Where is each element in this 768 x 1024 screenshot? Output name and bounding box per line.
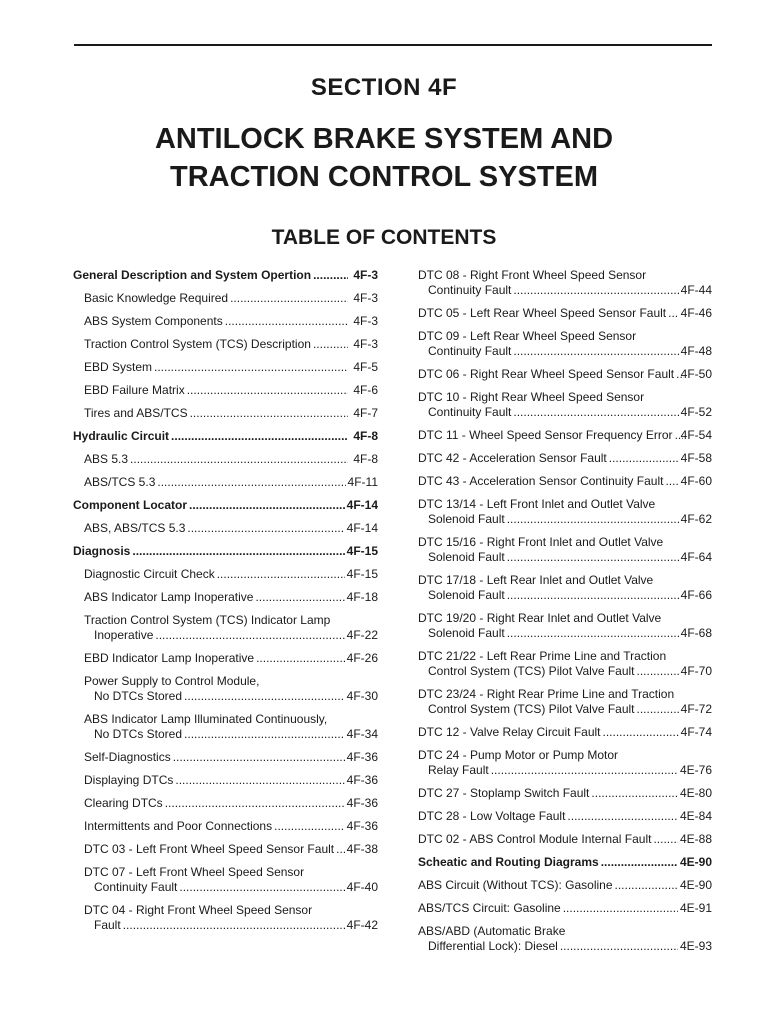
toc-entry-page: 4F-15 bbox=[346, 544, 378, 558]
toc-entry[interactable] bbox=[418, 329, 712, 359]
toc-entry[interactable] bbox=[418, 832, 712, 847]
toc-entry-title-cont: Solenoid Fault bbox=[428, 588, 505, 602]
toc-entry[interactable] bbox=[73, 544, 378, 559]
toc-entry[interactable] bbox=[418, 725, 712, 740]
toc-entry-title: Intermittents and Poor Connections bbox=[84, 819, 273, 833]
toc-entry-title: DTC 04 - Right Front Wheel Speed Sensor bbox=[84, 903, 313, 917]
toc-entry-title: Component Locator bbox=[73, 498, 187, 512]
toc-entry-title: ABS, ABS/TCS 5.3 bbox=[84, 521, 186, 535]
toc-entry-page: 4F-7 bbox=[353, 406, 378, 420]
toc-entry[interactable] bbox=[418, 390, 712, 420]
toc-entry[interactable] bbox=[418, 901, 712, 916]
toc-entry[interactable] bbox=[73, 383, 378, 398]
toc-entry-page: 4F-46 bbox=[680, 306, 712, 320]
toc-entry[interactable] bbox=[73, 712, 378, 742]
toc-entry[interactable] bbox=[418, 649, 712, 679]
toc-entry[interactable] bbox=[418, 474, 712, 489]
toc-entry-page: 4F-48 bbox=[680, 344, 712, 358]
toc-entry-page: 4F-70 bbox=[680, 664, 712, 678]
toc-entry-page: 4F-8 bbox=[353, 452, 378, 466]
toc-entry[interactable] bbox=[418, 611, 712, 641]
toc-entry[interactable] bbox=[418, 573, 712, 603]
toc-entry[interactable] bbox=[73, 613, 378, 643]
toc-entry-title: DTC 15/16 - Right Front Inlet and Outlet Valve bbox=[418, 535, 664, 549]
toc-entry[interactable] bbox=[418, 268, 712, 298]
toc-entry[interactable] bbox=[73, 651, 378, 666]
toc-entry[interactable] bbox=[418, 748, 712, 778]
toc-entry-title: ABS 5.3 bbox=[84, 452, 129, 466]
toc-entry[interactable] bbox=[73, 268, 378, 283]
toc-entry-title: DTC 28 - Low Voltage Fault bbox=[418, 809, 566, 823]
toc-entry-title: DTC 07 - Left Front Wheel Speed Sensor bbox=[84, 865, 305, 879]
toc-entry-title: DTC 03 - Left Front Wheel Speed Sensor Fault bbox=[84, 842, 335, 856]
toc-entry-page: 4E-93 bbox=[679, 939, 712, 953]
toc-entry[interactable] bbox=[73, 291, 378, 306]
toc-entry[interactable] bbox=[73, 590, 378, 605]
toc-entry-title-cont: Continuity Fault bbox=[428, 405, 512, 419]
toc-entry-page: 4E-84 bbox=[679, 809, 712, 823]
toc-entry-page: 4E-91 bbox=[679, 901, 712, 915]
toc-entry[interactable] bbox=[73, 429, 378, 444]
toc-entry-title: Scheatic and Routing Diagrams bbox=[418, 855, 599, 869]
toc-entry[interactable] bbox=[73, 475, 378, 490]
toc-entry-page: 4F-5 bbox=[353, 360, 378, 374]
toc-entry-title: ABS Circuit (Without TCS): Gasoline bbox=[418, 878, 613, 892]
toc-entry-title: Diagnosis bbox=[73, 544, 131, 558]
toc-entry-page: 4F-52 bbox=[680, 405, 712, 419]
toc-entry-title-cont: Continuity Fault bbox=[428, 344, 512, 358]
section-number: SECTION 4F bbox=[310, 74, 458, 101]
toc-entry[interactable] bbox=[73, 337, 378, 352]
toc-entry-page: 4F-44 bbox=[680, 283, 712, 297]
toc-entry-title: DTC 02 - ABS Control Module Internal Fault bbox=[418, 832, 652, 846]
title-line-2: TRACTION CONTROL SYSTEM bbox=[169, 161, 599, 193]
toc-entry[interactable] bbox=[418, 786, 712, 801]
toc-entry-title: Hydraulic Circuit bbox=[73, 429, 170, 443]
toc-entry-page: 4F-22 bbox=[346, 628, 378, 642]
toc-entry-page: 4F-62 bbox=[680, 512, 712, 526]
toc-entry-page: 4F-8 bbox=[353, 429, 378, 443]
toc-entry-page: 4F-54 bbox=[680, 428, 712, 442]
toc-entry[interactable] bbox=[418, 855, 712, 870]
toc-entry-title: General Description and System Opertion bbox=[73, 268, 312, 282]
toc-entry-page: 4F-6 bbox=[353, 383, 378, 397]
toc-entry-page: 4E-90 bbox=[679, 855, 712, 869]
toc-entry-page: 4F-66 bbox=[680, 588, 712, 602]
toc-entry-page: 4F-3 bbox=[353, 314, 378, 328]
toc-entry-page: 4E-80 bbox=[679, 786, 712, 800]
toc-entry-title: EBD Indicator Lamp Inoperative bbox=[84, 651, 255, 665]
toc-entry-title: Power Supply to Control Module, bbox=[84, 674, 260, 688]
toc-entry-title-cont: No DTCs Stored bbox=[94, 689, 183, 703]
toc-entry-page: 4F-68 bbox=[680, 626, 712, 640]
toc-entry-title: ABS/TCS Circuit: Gasoline bbox=[418, 901, 561, 915]
toc-entry-title-cont: Continuity Fault bbox=[94, 880, 178, 894]
toc-entry-page: 4F-34 bbox=[346, 727, 378, 741]
page-title bbox=[0, 120, 768, 196]
toc-entry-title: DTC 09 - Left Rear Wheel Speed Sensor bbox=[418, 329, 637, 343]
toc-entry-page: 4F-50 bbox=[680, 367, 712, 381]
toc-entry-title: DTC 19/20 - Right Rear Inlet and Outlet Valve bbox=[418, 611, 662, 625]
toc-entry-page: 4F-3 bbox=[353, 268, 378, 282]
toc-entry-page: 4F-36 bbox=[346, 796, 378, 810]
toc-entry-title: DTC 05 - Left Rear Wheel Speed Sensor Fault bbox=[418, 306, 667, 320]
toc-entry-title: DTC 43 - Acceleration Sensor Continuity Fault bbox=[418, 474, 664, 488]
toc-entry[interactable] bbox=[73, 819, 378, 834]
toc-entry-page: 4F-36 bbox=[346, 773, 378, 787]
toc-entry-title: EBD System bbox=[84, 360, 153, 374]
toc-entry-title-cont: Solenoid Fault bbox=[428, 512, 505, 526]
toc-entry[interactable] bbox=[418, 924, 712, 954]
toc-entry-title: Self-Diagnostics bbox=[84, 750, 171, 764]
toc-entry[interactable] bbox=[73, 452, 378, 467]
toc-entry-title: DTC 42 - Acceleration Sensor Fault bbox=[418, 451, 607, 465]
toc-entry[interactable] bbox=[73, 567, 378, 582]
toc-entry[interactable] bbox=[418, 451, 712, 466]
toc-entry[interactable] bbox=[73, 360, 378, 375]
toc-entry-title: DTC 21/22 - Left Rear Prime Line and Traction bbox=[418, 649, 667, 663]
toc-entry-title-cont: Inoperative bbox=[94, 628, 154, 642]
toc-entry[interactable] bbox=[73, 498, 378, 513]
toc-entry-title: DTC 27 - Stoplamp Switch Fault bbox=[418, 786, 590, 800]
toc-entry[interactable] bbox=[73, 865, 378, 895]
toc-entry-page: 4F-3 bbox=[353, 291, 378, 305]
toc-entry-title: Basic Knowledge Required bbox=[84, 291, 229, 305]
toc-entry-title: DTC 24 - Pump Motor or Pump Motor bbox=[418, 748, 619, 762]
toc-entry-title: EBD Failure Matrix bbox=[84, 383, 185, 397]
toc-entry-title: DTC 08 - Right Front Wheel Speed Sensor bbox=[418, 268, 647, 282]
toc-entry-title: DTC 23/24 - Right Rear Prime Line and Traction bbox=[418, 687, 675, 701]
toc-entry[interactable] bbox=[418, 428, 712, 443]
toc-entry-title: ABS/TCS 5.3 bbox=[84, 475, 156, 489]
toc-entry-page: 4F-14 bbox=[346, 498, 378, 512]
toc-entry-page: 4E-76 bbox=[679, 763, 712, 777]
toc-entry[interactable] bbox=[418, 535, 712, 565]
toc-entry[interactable] bbox=[73, 314, 378, 329]
toc-entry-title: Clearing DTCs bbox=[84, 796, 163, 810]
toc-entry-title: Traction Control System (TCS) Indicator Lamp bbox=[84, 613, 331, 627]
toc-entry[interactable] bbox=[418, 306, 712, 321]
toc-entry-page: 4F-40 bbox=[346, 880, 378, 894]
toc-entry[interactable] bbox=[73, 521, 378, 536]
toc-column-left bbox=[73, 268, 378, 941]
toc-column-right bbox=[418, 268, 712, 962]
toc-entry-page: 4F-38 bbox=[346, 842, 378, 856]
toc-entry[interactable] bbox=[73, 750, 378, 765]
toc-entry-title: Tires and ABS/TCS bbox=[84, 406, 188, 420]
toc-entry[interactable] bbox=[418, 809, 712, 824]
toc-entry[interactable] bbox=[418, 497, 712, 527]
toc-entry-title: DTC 06 - Right Rear Wheel Speed Sensor Fault bbox=[418, 367, 675, 381]
toc-entry-page: 4F-72 bbox=[680, 702, 712, 716]
toc-entry-page: 4F-42 bbox=[346, 918, 378, 932]
toc-entry[interactable] bbox=[73, 903, 378, 933]
toc-entry-title: Traction Control System (TCS) Description bbox=[84, 337, 311, 351]
toc-entry-page: 4F-15 bbox=[346, 567, 378, 581]
toc-entry-title-cont: Continuity Fault bbox=[428, 283, 512, 297]
toc-entry-page: 4E-90 bbox=[679, 878, 712, 892]
toc-entry-title-cont: No DTCs Stored bbox=[94, 727, 183, 741]
toc-entry-page: 4F-64 bbox=[680, 550, 712, 564]
toc-entry-title: Displaying DTCs bbox=[84, 773, 174, 787]
toc-entry-page: 4E-88 bbox=[679, 832, 712, 846]
toc-entry[interactable] bbox=[73, 406, 378, 421]
toc-entry-title: ABS Indicator Lamp Inoperative bbox=[84, 590, 254, 604]
toc-entry-page: 4F-18 bbox=[346, 590, 378, 604]
toc-entry-title-cont: Differential Lock): Diesel bbox=[428, 939, 558, 953]
toc-entry[interactable] bbox=[418, 367, 712, 382]
toc-entry[interactable] bbox=[418, 687, 712, 717]
toc-entry-page: 4F-26 bbox=[346, 651, 378, 665]
toc-entry-title: DTC 17/18 - Left Rear Inlet and Outlet Valve bbox=[418, 573, 654, 587]
toc-entry-title: DTC 12 - Valve Relay Circuit Fault bbox=[418, 725, 601, 739]
toc-entry-page: 4F-11 bbox=[347, 475, 378, 489]
toc-entry-title-cont: Control System (TCS) Pilot Valve Fault bbox=[428, 664, 635, 678]
toc-entry-title: DTC 11 - Wheel Speed Sensor Frequency Error bbox=[418, 428, 673, 442]
toc-entry-title: ABS/ABD (Automatic Brake bbox=[418, 924, 566, 938]
toc-entry-title-cont: Control System (TCS) Pilot Valve Fault bbox=[428, 702, 635, 716]
toc-entry-title-cont: Solenoid Fault bbox=[428, 550, 505, 564]
toc-entry-title-cont: Fault bbox=[94, 918, 121, 932]
toc-entry-title-cont: Relay Fault bbox=[428, 763, 489, 777]
toc-heading: TABLE OF CONTENTS bbox=[271, 226, 497, 249]
toc-entry-title: DTC 13/14 - Left Front Inlet and Outlet Valve bbox=[418, 497, 656, 511]
toc-entry-page: 4F-60 bbox=[680, 474, 712, 488]
toc-entry-page: 4F-36 bbox=[346, 819, 378, 833]
toc-entry-title: Diagnostic Circuit Check bbox=[84, 567, 215, 581]
toc-entry[interactable] bbox=[418, 878, 712, 893]
toc-entry-page: 4F-14 bbox=[346, 521, 378, 535]
toc-entry[interactable] bbox=[73, 842, 378, 857]
toc-entry-page: 4F-58 bbox=[680, 451, 712, 465]
toc-entry-title: DTC 10 - Right Rear Wheel Speed Sensor bbox=[418, 390, 645, 404]
title-line-1: ANTILOCK BRAKE SYSTEM AND bbox=[154, 123, 614, 155]
toc-entry[interactable] bbox=[73, 773, 378, 788]
top-rule bbox=[74, 44, 712, 46]
toc-entry-page: 4F-30 bbox=[346, 689, 378, 703]
toc-entry[interactable] bbox=[73, 674, 378, 704]
toc-entry-page: 4F-3 bbox=[353, 337, 378, 351]
toc-entry-page: 4F-74 bbox=[680, 725, 712, 739]
toc-entry-title-cont: Solenoid Fault bbox=[428, 626, 505, 640]
toc-entry-page: 4F-36 bbox=[346, 750, 378, 764]
toc-entry-title: ABS System Components bbox=[84, 314, 223, 328]
toc-entry-title: ABS Indicator Lamp Illuminated Continuously, bbox=[84, 712, 328, 726]
toc-entry[interactable] bbox=[73, 796, 378, 811]
